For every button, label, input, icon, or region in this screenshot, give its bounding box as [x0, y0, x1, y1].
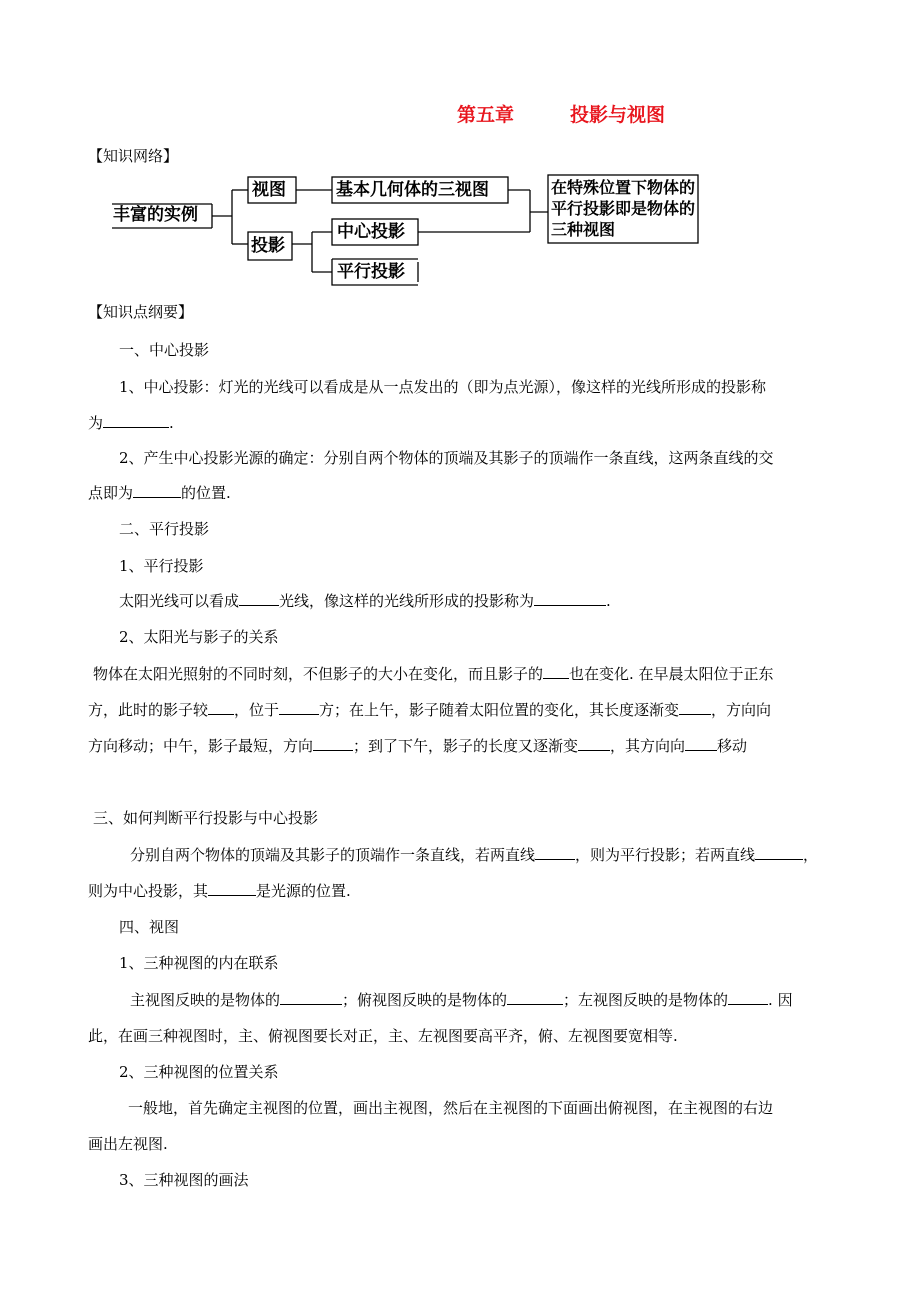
text: 方向移动；中午，影子最短，方向 [88, 737, 314, 755]
text: 物体在太阳光照射的不同时刻，不但影子的大小在变化，而且影子的 [93, 665, 544, 683]
s1-paragraph-1-line-2 [88, 413, 174, 433]
text: ，方向向 [711, 701, 772, 719]
text: 移动 [717, 737, 748, 755]
text: . [606, 592, 611, 610]
s4-line-4: 画出左视图. [88, 1135, 168, 1153]
text: ；到了下午，影子的长度又逐渐变 [353, 737, 579, 755]
text: ；俯视图反映的是物体的 [342, 991, 508, 1009]
text: 方；在上午，影子随着太阳位置的变化，其长度逐渐变 [319, 701, 680, 719]
s4-subheading-3: 3、三种视图的画法 [119, 1171, 249, 1189]
answer-blank[interactable] [280, 990, 342, 1005]
text: ，则为平行投影；若两直线 [575, 846, 756, 864]
answer-blank[interactable] [133, 483, 181, 498]
s2-paragraph-1 [119, 591, 611, 611]
text: 则为中心投影，其 [88, 882, 209, 900]
section-2-heading: 二、平行投影 [119, 520, 210, 538]
s4-line-3: 一般地，首先确定主视图的位置，画出主视图，然后在主视图的下面画出俯视图，在主视图的右边 [128, 1099, 774, 1117]
s4-line-2: 此，在画三种视图时，主、俯视图要长对正，主、左视图要高平齐，俯、左视图要宽相等. [88, 1027, 678, 1045]
answer-blank[interactable] [679, 700, 711, 715]
section-3-heading: 三、如何判断平行投影与中心投影 [93, 809, 319, 827]
text: 的位置. [181, 484, 231, 502]
s2-paragraph-2-line-2 [88, 700, 771, 720]
chapter-number: 第五章 [457, 104, 515, 126]
text: ，位于 [234, 701, 280, 719]
s2-paragraph-2-line-3 [88, 736, 747, 756]
text: ，其方向向 [610, 737, 686, 755]
s1-paragraph-1-line-1: 1、中心投影：灯光的光线可以看成是从一点发出的（即为点光源），像这样的光线所形成的投影称 [119, 378, 767, 396]
knowledge-points-label: 【知识点纲要】 [88, 303, 194, 321]
text: 点即为 [88, 484, 134, 502]
text: ， [803, 846, 819, 864]
answer-blank[interactable] [685, 736, 717, 751]
section-4-heading: 四、视图 [119, 918, 180, 936]
answer-blank[interactable] [755, 845, 803, 860]
node-root: 丰富的实例 [113, 205, 198, 225]
node-central-projection: 中心投影 [337, 222, 405, 242]
s1-paragraph-2-line-1: 2、产生中心投影光源的确定：分别自两个物体的顶端及其影子的顶端作一条直线，这两条直线的交 [119, 449, 774, 467]
s4-subheading-1: 1、三种视图的内在联系 [119, 954, 279, 972]
s4-line-1 [130, 990, 793, 1010]
section-1-heading: 一、中心投影 [119, 341, 210, 359]
s2-subheading-2: 2、太阳光与影子的关系 [119, 628, 279, 646]
node-view: 视图 [252, 180, 286, 200]
text: ；左视图反映的是物体的 [563, 991, 729, 1009]
answer-blank[interactable] [279, 700, 319, 715]
knowledge-network-diagram [0, 0, 920, 300]
answer-blank[interactable] [103, 413, 169, 428]
answer-blank[interactable] [313, 736, 353, 751]
s3-line-1 [130, 845, 818, 865]
text: 也在变化. 在早晨太阳位于正东 [569, 665, 774, 683]
answer-blank[interactable] [578, 736, 610, 751]
answer-blank[interactable] [535, 845, 575, 860]
node-special-note: 在特殊位置下物体的平行投影即是物体的三种视图 [551, 178, 696, 239]
chapter-name: 投影与视图 [570, 104, 666, 126]
text: 分别自两个物体的顶端及其影子的顶端作一条直线，若两直线 [130, 846, 536, 864]
answer-blank[interactable] [543, 664, 569, 679]
text: 方，此时的影子较 [88, 701, 209, 719]
node-projection: 投影 [251, 236, 285, 256]
answer-blank[interactable] [728, 990, 768, 1005]
text: . [169, 414, 174, 432]
text: 太阳光线可以看成 [119, 592, 240, 610]
s1-paragraph-2-line-2 [88, 483, 231, 503]
s4-subheading-2: 2、三种视图的位置关系 [119, 1063, 279, 1081]
text: 为 [88, 414, 104, 432]
text: 主视图反映的是物体的 [130, 991, 281, 1009]
s2-paragraph-2-line-1 [93, 664, 774, 684]
answer-blank[interactable] [208, 700, 234, 715]
s3-line-2 [88, 881, 351, 901]
text: 光线，像这样的光线所形成的投影称为 [279, 592, 535, 610]
text: 是光源的位置. [256, 882, 351, 900]
s2-subheading-1: 1、平行投影 [119, 557, 204, 575]
answer-blank[interactable] [239, 591, 279, 606]
answer-blank[interactable] [208, 881, 256, 896]
text: . 因 [768, 991, 793, 1009]
node-parallel-projection: 平行投影 [337, 262, 405, 282]
knowledge-network-label: 【知识网络】 [88, 147, 179, 165]
node-three-views: 基本几何体的三视图 [336, 180, 489, 200]
answer-blank[interactable] [507, 990, 563, 1005]
answer-blank[interactable] [534, 591, 606, 606]
